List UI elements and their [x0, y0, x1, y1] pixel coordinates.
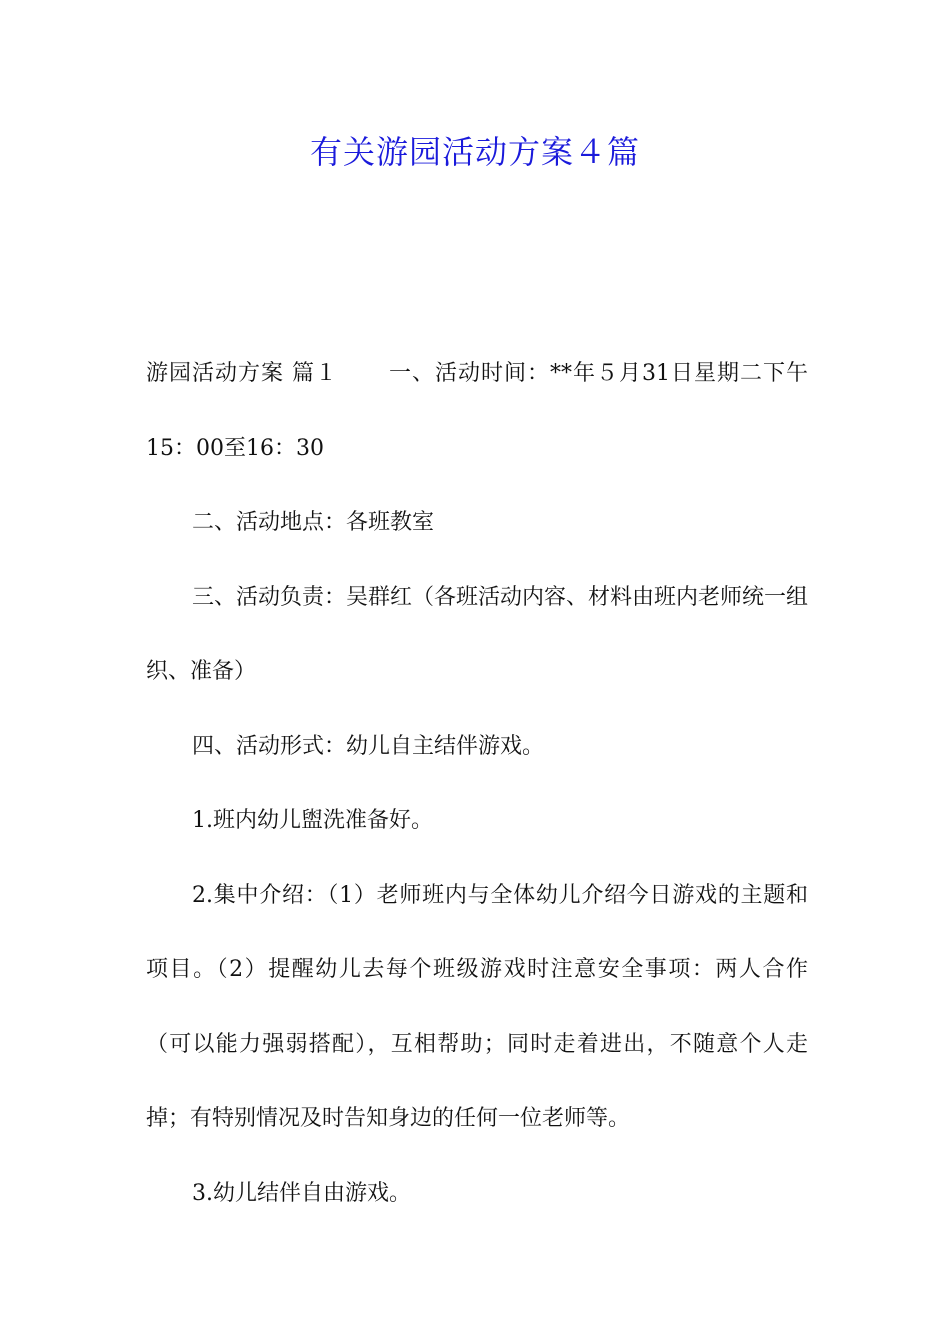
- document-title: 有关游园活动方案４篇: [309, 133, 640, 171]
- paragraph-activity-responsible: 三、活动负责：吴群红（各班活动内容、材料由班内老师统一组织、准备）: [146, 584, 809, 684]
- paragraph-activity-time: [146, 337, 808, 486]
- paragraph-step-2: 2.集中介绍：（1）老师班内与全体幼儿介绍今日游戏的主题和项目。（2）提醒幼儿去每个班级游戏时注意安全事项：两人合作（可以能力强弱搭配），互相帮助；同时走着进出，不随意个人走掉；有特别情况及时告知身边的任何一位老师等。: [146, 882, 808, 1131]
- paragraph-activity-location: 二、活动地点：各班教室: [192, 510, 435, 535]
- paragraph-step-3: 3.幼儿结伴自由游戏。: [192, 1180, 411, 1206]
- paragraph-step-1: 1.班内幼儿盥洗准备好。: [192, 808, 433, 833]
- activity-time-text: 一、活动时间：**年５月31日星期二下午15：00至16：30: [146, 361, 808, 461]
- paragraph-activity-form: 四、活动形式：幼儿自主结伴游戏。: [192, 733, 545, 759]
- document-body: [146, 337, 808, 1231]
- section-heading: 游园活动方案 篇１: [146, 361, 338, 386]
